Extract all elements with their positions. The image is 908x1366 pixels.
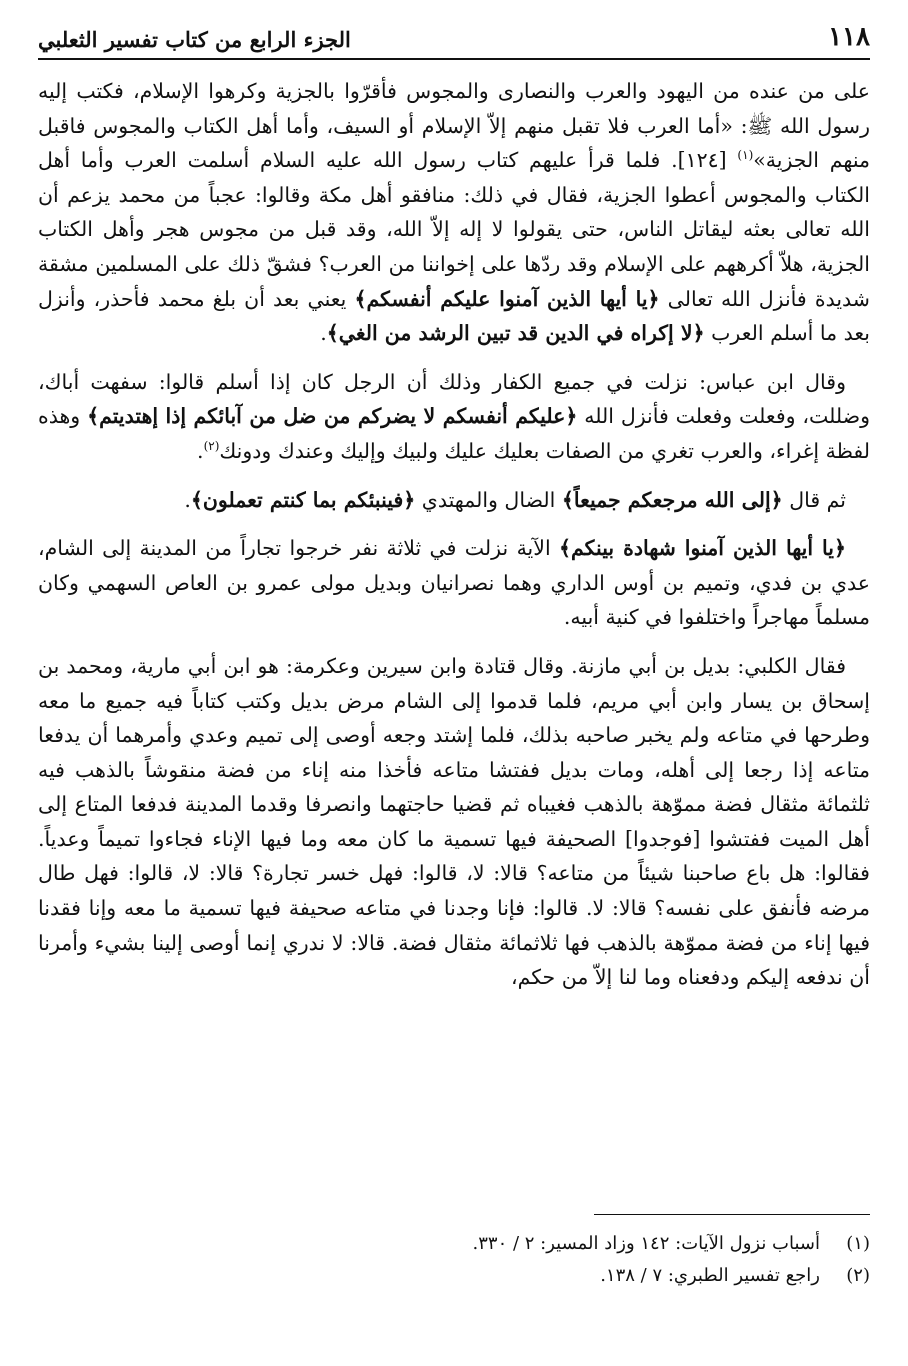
footnote-1 [38,1228,870,1260]
quran-verse: ﴿يا أيها الذين آمنوا عليكم أنفسكم﴾ [354,286,660,311]
quran-verse: ﴿فينبئكم بما كنتم تعملون﴾ [190,487,416,512]
quran-verse: ﴿إلى الله مرجعكم جميعاً﴾ [561,487,783,512]
text-segment: . [320,321,327,346]
paragraph-1 [38,74,870,351]
text-segment: وقال ابن عباس: نزلت في جميع الكفار وذلك أن الرجل كان إذا أسلم قالوا: سفهت أباك، وضللت، وفعلت وفعلت فأنزل الله [38,369,870,429]
header-rule [38,58,870,60]
text-segment: . [184,487,191,512]
paragraph-5 [38,649,870,995]
text-segment: [١٢٤]. فلما قرأ عليهم كتاب رسول الله عليه السلام أسلمت العرب وأما أهل الكتاب والمجوس أعطوا الجزية، فقال في ذلك: منافقو أهل مكة وقالوا: عجباً من محمد يزعم أن الله تعالى بعثه ليقاتل الناس، حتى يقولوا لا إله إلاّ الله، وقد قبل من مجوس هجر وأهل الكتاب الجزية، هلاّ أكرههم على الإسلام وقد ردّها على إخواننا من العرب؟ فشقّ ذلك على المسلمين مشقة شديدة فأنزل الله تعالى [38,148,870,311]
text-segment: الآية نزلت في ثلاثة نفر خرجوا تجاراً من المدينة إلى الشام، عدي بن فدي، وتميم بن أوس الداري وهما نصرانيان وبديل مولى عمرو بن العاص السهمي وكان مسلماً مهاجراً واختلفوا في كنية أبيه. [38,536,870,630]
text-segment: ثم قال [782,487,846,512]
footnote-2 [38,1260,870,1292]
footnotes [38,1228,870,1292]
quran-verse: ﴿لا إكراه في الدين قد تبين الرشد من الغي﴾ [326,321,705,346]
page-body [38,74,870,995]
text-segment: الضال والمهتدي [415,487,562,512]
text-segment: وهذه لفظة إغراء، والعرب تغري من الصفات بعليك عليك ولبيك وإليك وعندك ودونك [38,404,870,463]
footnote-ref: (٢) [203,439,220,454]
page-number: ١١٨ [828,22,870,52]
quran-verse: ﴿يا أيها الذين آمنوا شهادة بينكم﴾ [559,536,847,561]
running-title: الجزء الرابع من كتاب تفسير الثعلبي [38,27,351,52]
paragraph-4 [38,531,870,635]
text-segment: على من عنده من اليهود والعرب والنصارى والمجوس فأقرّوا بالجزية وكرهوا الإسلام، فكتب إليه رسول الله ﷺ: «أما العرب فلا تقبل منهم إلاّ الإسلام أو السيف، وأما أهل الكتاب والمجوس فاقبل منهم الجزية» [38,79,871,173]
text-segment: يعني بعد أن بلغ محمد فأحذر، وأنزل بعد ما أسلم العرب [38,286,870,346]
footnote-text: راجع تفسير الطبري: ٧ / ١٣٨. [600,1265,820,1286]
footnote-number: (٢) [846,1265,870,1286]
footnote-number: (١) [846,1233,870,1254]
text-segment: . [197,438,204,463]
quran-verse: ﴿عليكم أنفسكم لا يضركم من ضل من آبائكم إذا إهتديتم﴾ [87,404,578,429]
footnote-rule [594,1214,870,1215]
text-segment: فقال الكلبي: بديل بن أبي مازنة. وقال قتادة وابن سيرين وعكرمة: هو ابن أبي مارية، ومحمد بن إسحاق بن يسار وابن أبي مريم، فلما قدموا إلى الشام مرض بديل وكتب كتاباً فيه جميع ما معه وطرحها في متاعه ولم يخبر صاحبه بذلك، فلما إشتد وجعه أوصى إلى تميم وعدي وأمرهما أن يدفعا متاعه إذا رجعا إلى أهله، ومات بديل ففتشا متاعه فأخذا منه إناء من فضة منقوشاً بالذهب فيه ثلثمائة مثقال فضة مموّهة بالذهب فغيباه ثم قضيا حاجتهما وانصرفا وقدما المدينة فدفعا المتاع إلى أهل الميت ففتشوا [فوجدوا] الصحيفة فيها تسمية ما كان معه وما فيها الإناء فجاءوا تميماً وعدياً. فقالوا: هل باع صاحبنا شيئاً من متاعه؟ قالا: لا، قالوا: فهل خسر تجارة؟ قالا: لا، قالوا: فهل طال مرضه فأنفق على نفسه؟ قالا: لا. قالوا: فإنا وجدنا في متاعه صحيفة فيها تسمية ما معه وإنا فقدنا فيها إناء من فضة مموّهة بالذهب فها ثلاثمائة مثقال فضة. قالا: لا ندري إنما أوصى إلينا بشيء وأمرنا أن ندفعه إليكم ودفعناه وما لنا إلاّ من حكم، [38,653,870,990]
footnote-text: أسباب نزول الآيات: ١٤٢ وزاد المسير: ٢ / ٣٣٠. [472,1233,820,1254]
page-header [38,18,870,56]
paragraph-2 [38,365,870,469]
footnote-ref: (١) [737,148,754,163]
book-page [38,18,870,1348]
paragraph-3 [38,483,870,518]
